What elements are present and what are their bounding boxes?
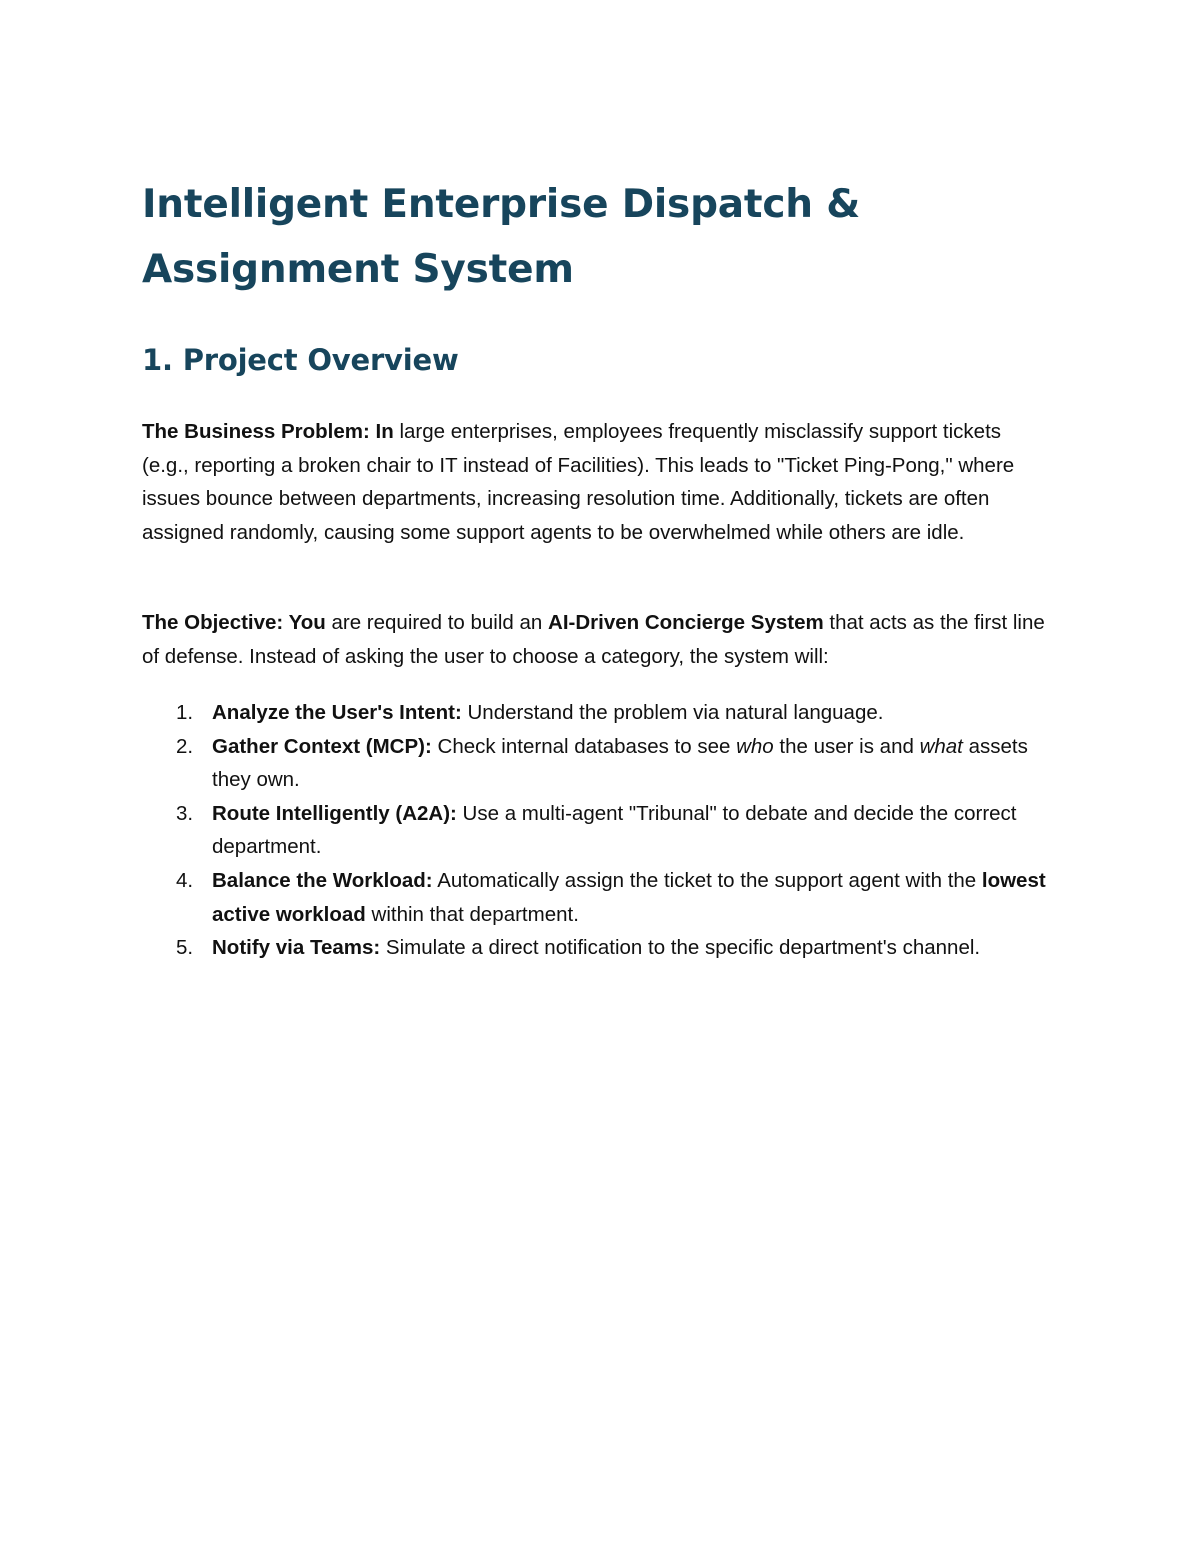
business-problem-label: The Business Problem: In [142,420,394,443]
step-label: Route Intelligently (A2A): [212,801,457,825]
section-heading: 1. Project Overview [142,343,459,377]
step-text: within that department. [365,902,579,926]
step-label: Notify via Teams: [212,936,381,960]
step-italic: who [736,734,774,758]
step-text: the user is and [773,734,920,758]
list-number: 5. [176,936,194,960]
list-item [142,696,1052,730]
objective-paragraph [142,606,1052,673]
step-label: Balance the Workload: [212,868,433,892]
list-number: 2. [176,734,194,758]
business-problem-text: large enterprises, employees frequently misclassify support tickets (e.g., reporting a broken chair to IT instead of Facilities). This leads to "Ticket Ping-Pong," where issues bounce between departments, increasing resolution time. Additionally, tickets are often assigned randomly, causing some support agents to be overwhelmed while others are idle. [142,420,1015,544]
objective-emphasis: AI-Driven Concierge System [548,611,824,634]
step-text: Understand the problem via natural language. [461,701,884,724]
list-item [142,730,1052,797]
step-italic: what [919,734,963,758]
step-text: assets they own. [212,734,1028,792]
step-label: Analyze the User's Intent: [212,701,462,724]
document-title: Intelligent Enterprise Dispatch & Assignment System [142,182,861,292]
list-item [142,931,1052,965]
step-text: Simulate a direct notification to the specific department's channel. [380,936,981,960]
objective-text: are required to build an [325,611,549,634]
step-text: Automatically assign the ticket to the support agent with the [432,868,982,892]
list-number: 4. [176,868,194,892]
list-number: 3. [176,801,194,825]
step-text: Use a multi-agent "Tribunal" to debate and decide the correct department. [212,801,1017,859]
objective-label: The Objective: You [142,611,326,634]
list-number: 1. [176,701,194,724]
business-problem-paragraph [142,415,1052,549]
objective-text: that acts as the first line of defense. Instead of asking the user to choose a category, the system will: [142,611,1045,668]
list-item [142,864,1052,931]
list-item [142,797,1052,864]
step-label: Gather Context (MCP): [212,734,432,758]
objective-steps-list [142,696,1052,965]
step-text: Check internal databases to see [431,734,737,758]
step-bold: lowest active workload [212,868,1046,926]
